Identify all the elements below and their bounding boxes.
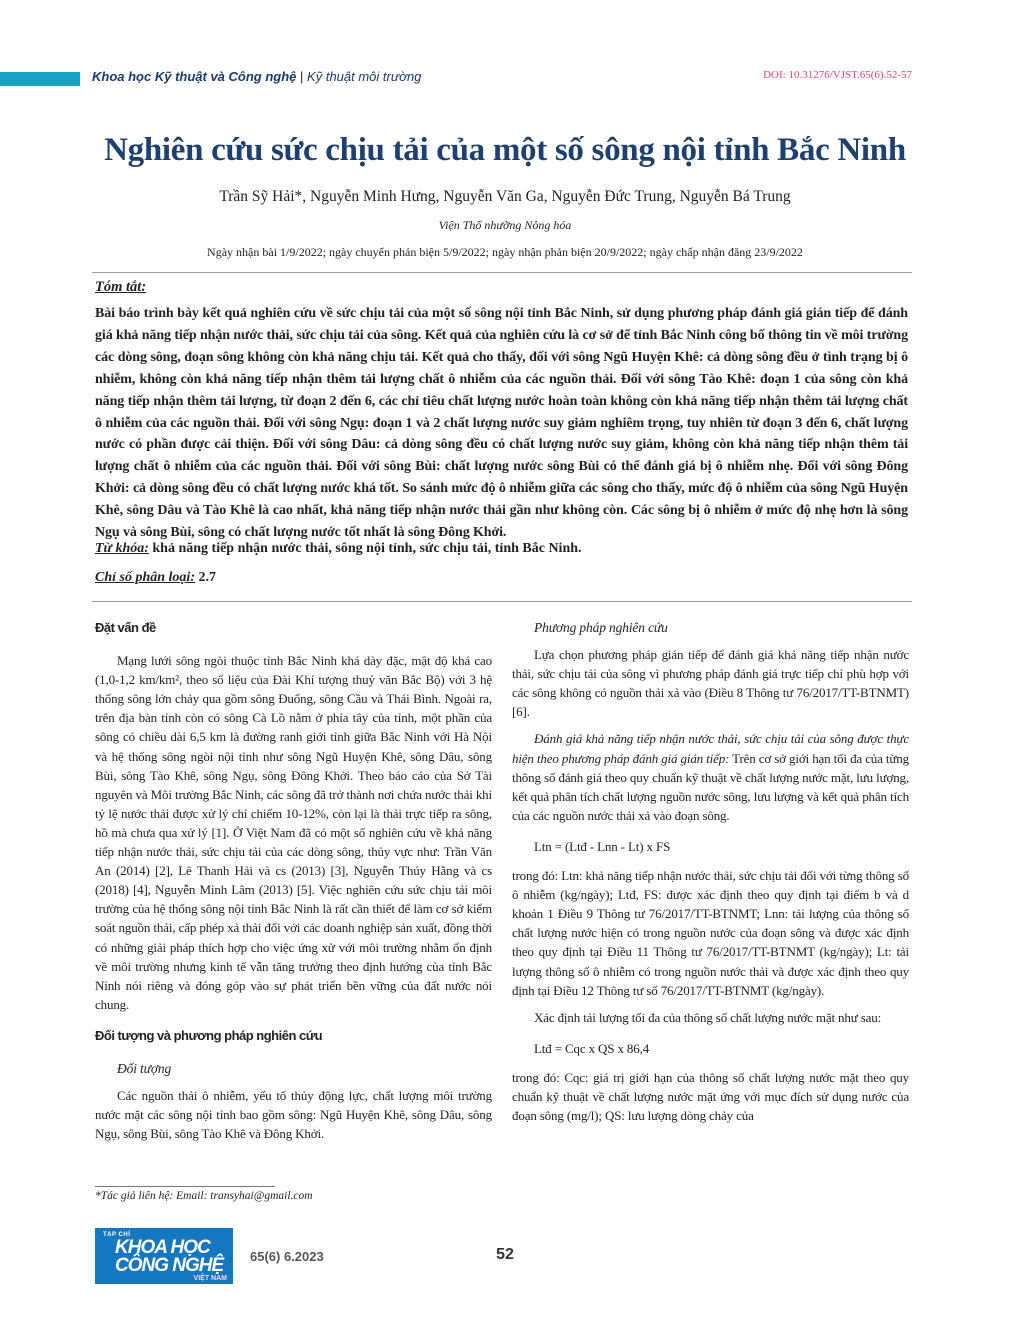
section-heading-intro: Đặt vấn đề [95,620,156,635]
doi[interactable]: DOI: 10.31276/VJST.65(6).52-57 [763,69,912,81]
abstract-label: Tóm tắt: [95,279,147,295]
corresponding-author-footnote: *Tác giả liên hệ: Email: transyhai@gmail.com [95,1190,313,1202]
header-separator: | [300,69,304,84]
subheading-subject: Đối tượng [117,1060,172,1076]
logo-label-bottom: VIỆT NAM [193,1275,227,1282]
running-header [92,69,912,89]
indirect-method-paragraph [512,729,909,824]
subject-paragraph: Các nguồn thải ô nhiễm, yếu tố thủy động lực, chất lượng môi trường nước mặt các sông nội tỉnh bao gồm sông: Ngũ Huyện Khê, sông Dâu, sông Ngụ, sông Bùi, sông Tào Khê và Đông Khởi. [95,1088,492,1142]
right-column [512,618,909,1133]
section-heading-methods: Đối tượng và phương pháp nghiên cứu [95,1027,323,1043]
abstract-text: Bài báo trình bày kết quả nghiên cứu về sức chịu tải của một số sông nội tỉnh Bắc Ninh, sử dụng phương pháp đánh giá gián tiếp để đánh giá khả năng tiếp nhận nước thải, sức chịu tải của sông. Kết quả của nghiên cứu là cơ sở để tỉnh Bắc Ninh công bố thông tin về môi trường các dòng sông, đoạn sông không còn khả năng chịu tải. Kết quả cho thấy, đối với sông Ngũ Huyện Khê: cả dòng sông đều ở tình trạng bị ô nhiễm, không còn khả năng tiếp nhận thêm tải lượng chất ô nhiễm của các nguồn thải. Đối với sông Tào Khê: đoạn 1 của sông còn khả năng tiếp nhận thêm tải lượng, từ đoạn 2 đến 6, các chỉ tiêu chất lượng nước hoàn toàn không còn khả năng tiếp nhận thêm tải lượng chất ô nhiễm của các nguồn thải. Đối với sông Ngụ: đoạn 1 và 2 chất lượng nước suy giảm nghiêm trọng, tuy nhiên từ đoạn 3 đến 6, chất lượng nước có phần được cải thiện. Đối với sông Dâu: cả dòng sông đều có chất lượng nước suy giảm, không còn khả năng tiếp nhận thêm tải lượng chất ô nhiễm của các nguồn thải. Đối với sông Bùi: chất lượng nước sông Bùi có thể đánh giá bị ô nhiễm nhẹ. Đối với sông Đông Khởi: cả dòng sông đều có chất lượng nước khá tốt. So sánh mức độ ô nhiễm giữa các sông cho thấy, mức độ ô nhiễm của sông Ngũ Huyện Khê, sông Dâu và Tào Khê là cao nhất, khả năng tiếp nhận nước thải gần như không còn. Các sông bị ô nhiễm ở mức độ nhẹ hơn là sông Ngụ và sông Bùi, sông có chất lượng nước tốt nhất là sông Đông Khởi. [95,306,908,541]
classification-label: Chỉ số phân loại: [95,570,195,585]
logo-label-top: TẠP CHÍ [103,1232,131,1238]
keywords [95,541,908,557]
affiliation: Viện Thổ nhưỡng Nông hóa [438,218,572,232]
submission-dates: Ngày nhận bài 1/9/2022; ngày chuyển phản biện 5/9/2022; ngày nhận phản biện 20/9/2022; ngày chấp nhận đăng 23/9/2022 [207,245,803,259]
intro-paragraph: Mạng lưới sông ngòi thuộc tỉnh Bắc Ninh khá dày đặc, mật độ khá cao (1,0-1,2 km/km², theo số liệu của Đài Khí tượng thuỷ văn Bắc Bộ) với 3 hệ thống sông lớn chảy qua gồm sông Đuống, sông Cầu và Thái Bình. Ngoài ra, trên địa bàn tỉnh còn có sông Cà Lồ nằm ở phía tây của tỉnh, một phần của sông có chiều dài 6,5 km là đường ranh giới tỉnh giữa Bắc Ninh với Hà Nội và hệ thống sông ngòi nội tỉnh như sông Ngũ Huyện Khê, sông Dâu, sông Bùi, sông Tào Khê, sông Ngụ, sông Đông Khởi. Theo báo cáo của Sở Tài nguyên và Môi trường Bắc Ninh, các sông đã trở thành nơi chứa nước thải khi tỷ lệ nước thải được xử lý chỉ chiếm 10-12%, còn lại là thải trực tiếp ra sông, hồ mà chưa qua xử lý [1]. Ở Việt Nam đã có một số nghiên cứu về khả năng tiếp nhận nước thải, sức chịu tải của các dòng sông, thủy vực như: Trần Văn An (2014) [2], Lê Thanh Hải và cs (2013) [3], Nguyễn Thúy Hằng và cs (2018) [4], Nguyễn Minh Lâm (2013) [5]. Việc nghiên cứu sức chịu tải môi trường của hệ thống sông nội tỉnh Bắc Ninh là rất cần thiết để làm cơ sở kiểm soát nguồn thải, cấp phép xả thải đối với các doanh nghiệp sản xuất, đồng thời có những giải pháp thích hợp cho việc ứng xử với môi trường nhằm ổn định về môi trường nhưng kinh tế vẫn tăng trưởng theo định hướng của tỉnh Bắc Ninh nói riêng và đóng góp vào sự phát triển bền vững của đất nước nói chung. [95,653,492,1012]
classification [95,570,908,586]
page-number: 52 [496,1246,514,1263]
equation-2: Ltđ = Cqc x QS x 86,4 [534,1040,650,1056]
equation-1-definitions: trong đó: Ltn: khả năng tiếp nhận nước thải, sức chịu tải đối với từng thông số ô nhiễm (kg/ngày); Ltđ, FS: được xác định theo quy định tại điểm b và d khoản 1 Điều 9 Thông tư 76/2017/TT-BTNMT; Lnn: tải lượng của thông số chất lượng nước hiện có trong nguồn nước của đoạn sông và được xác định theo quy định tại Điều 11 Thông tư 76/2017/TT-BTNMT (kg/ngày); Lt: tải lượng thông số ô nhiễm có trong nguồn nước thải và được xác định theo quy định tại Điều 12 Thông tư số 76/2017/TT-BTNMT (kg/ngày). [512,868,909,998]
paper-title: Nghiên cứu sức chịu tải của một số sông nội tỉnh Bắc Ninh [104,132,906,168]
header-accent-bar [0,72,80,86]
classification-text: 2.7 [194,570,216,585]
footnote-rule [95,1186,275,1187]
indirect-method-rest: Trên cơ sở giới hạn tối đa của từng thông số đánh giá theo quy chuẩn kỹ thuật về chất lượng nước mặt, lưu lượng, kết quả phân tích chất lượng nguồn nước sông, lưu lượng và kết quả phân tích của các nguồn nước thải xả vào đoạn sông. [512,750,909,823]
equation-2-definitions: trong đó: Cqc: giá trị giới hạn của thông số chất lượng nước mặt theo quy chuẩn kỹ thuật về chất lượng nước mặt ứng với mục đích sử dụng nước của đoạn sông (mg/l); QS: lưu lượng dòng chảy của [512,1069,909,1124]
method-paragraph: Lựa chọn phương pháp gián tiếp để đánh giá khả năng tiếp nhận nước thải, sức chịu tải của sông vì phương pháp đánh giá trực tiếp chỉ phù hợp với các sông không có nguồn thải xả vào (Điều 8 Thông tư 76/2017/TT-BTNMT) [6]. [512,647,909,720]
keywords-label: Từ khóa: [95,541,149,556]
max-load-paragraph: Xác định tải lượng tối đa của thông số chất lượng nước mặt như sau: [534,1009,882,1025]
issue-number: 65(6) 6.2023 [250,1249,324,1264]
logo-line-1: KHOA HỌC [115,1237,210,1258]
section-name: Kỹ thuật môi trường [307,69,422,84]
left-column [95,618,492,1151]
logo-line-2: CÔNG NGHỆ [115,1255,224,1276]
keywords-text: khả năng tiếp nhận nước thải, sông nội tỉnh, sức chịu tải, tỉnh Bắc Ninh. [148,541,582,556]
authors: Trần Sỹ Hải*, Nguyễn Minh Hưng, Nguyễn Văn Ga, Nguyễn Đức Trung, Nguyễn Bá Trung [219,188,791,205]
equation-1: Ltn = (Ltđ - Lnn - Lt) x FS [534,838,671,854]
journal-name: Khoa học Kỹ thuật và Công nghệ [92,69,297,84]
indirect-method-lead: Đánh giá khả năng tiếp nhận nước thải, sức chịu tải của sông được thực hiện theo phương pháp đánh giá gián tiếp: [512,731,909,766]
abstract-top-rule [92,272,912,273]
abstract-bottom-rule [92,601,912,602]
subheading-method: Phương pháp nghiên cứu [534,620,668,635]
